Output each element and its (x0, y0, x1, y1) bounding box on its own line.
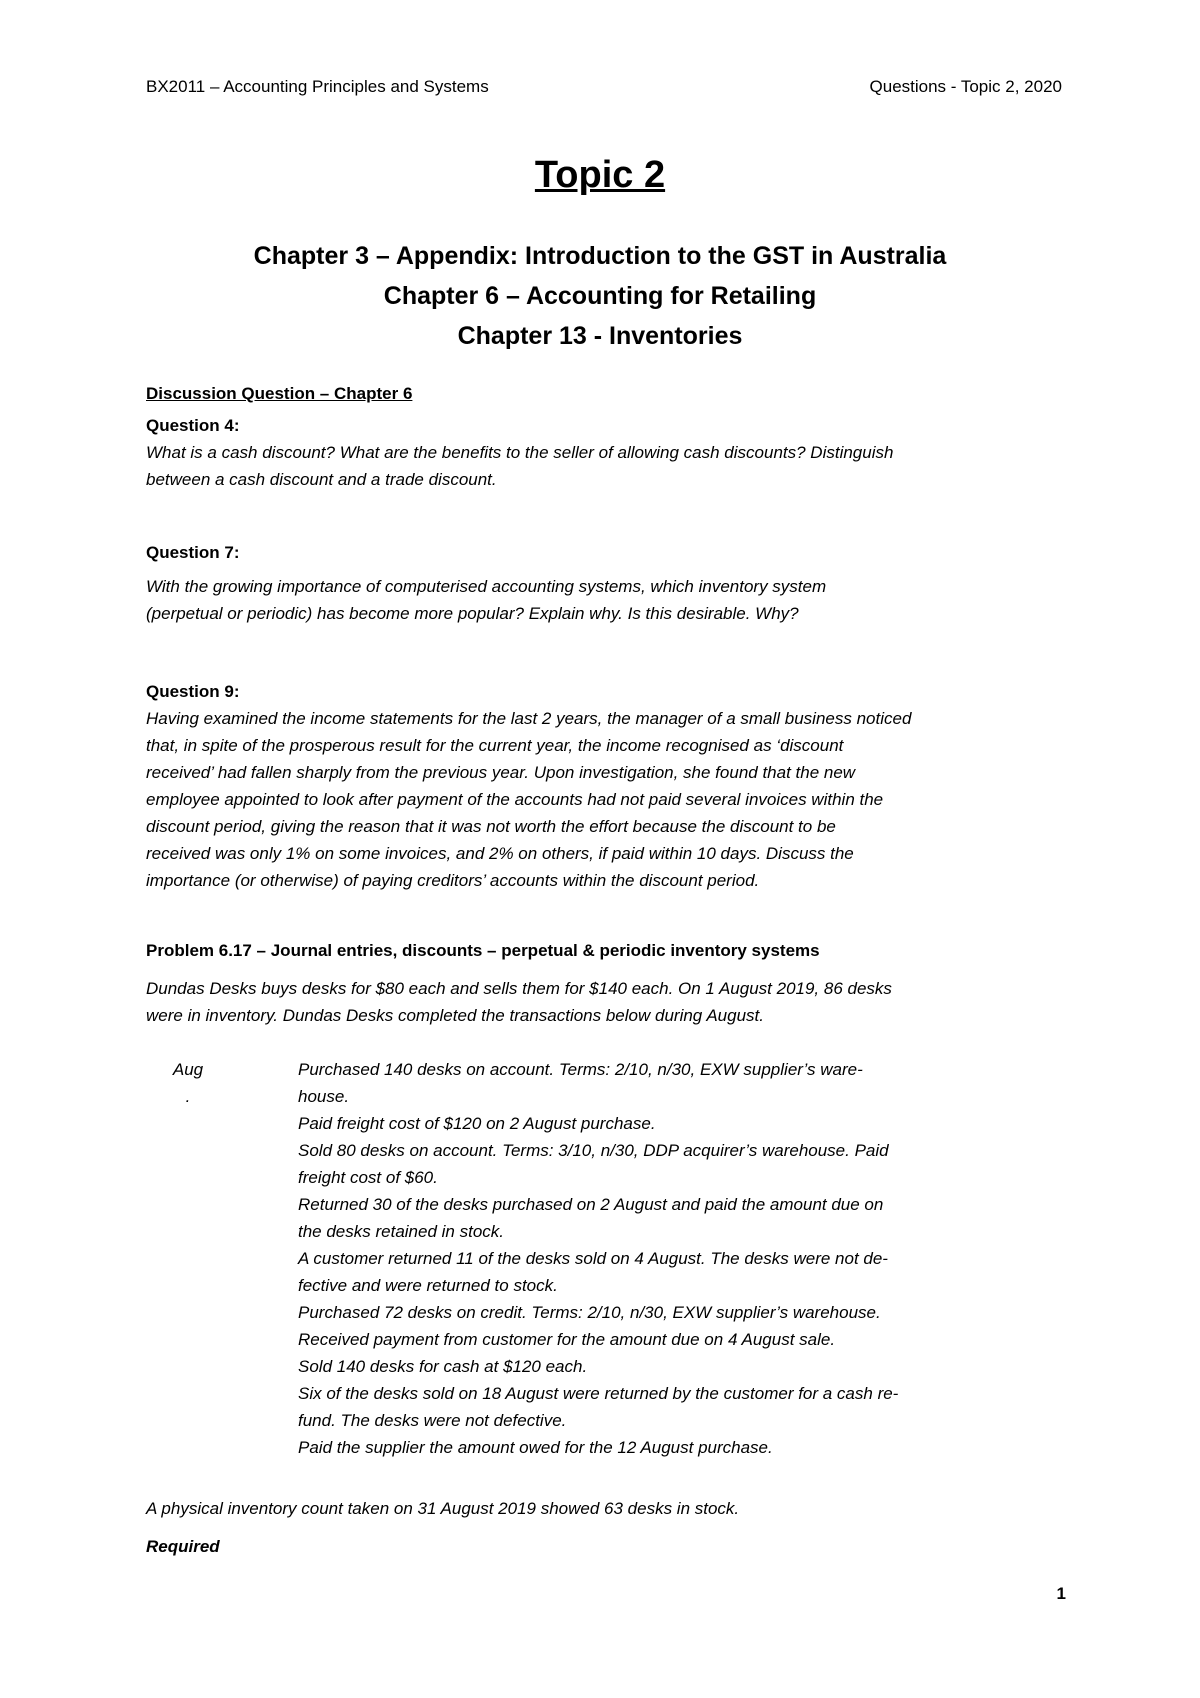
transaction-line: A customer returned 11 of the desks sold on 4 August. The desks were not de- (298, 1249, 888, 1268)
chapter-heading-3: Chapter 3 – Appendix: Introduction to the GST in Australia (253, 242, 947, 270)
transaction-line: Received payment from customer for the amount due on 4 August sale. (298, 1330, 836, 1349)
question-9-line: discount period, giving the reason that it was not worth the effort because the discount to be (146, 817, 836, 836)
transaction-line: Paid the supplier the amount owed for the 12 August purchase. (298, 1438, 773, 1457)
header-course-title: BX2011 – Accounting Principles and Systems (146, 77, 489, 96)
problem-intro-line: were in inventory. Dundas Desks completed the transactions below during August. (146, 1006, 764, 1025)
question-4-label: Question 4: (146, 416, 240, 435)
transaction-month-label (168, 1056, 208, 1110)
question-9-line: that, in spite of the prosperous result for the current year, the income recognised as ‘discount (146, 736, 844, 755)
discussion-heading: Discussion Question – Chapter 6 (146, 384, 413, 403)
question-4-text (146, 439, 1066, 493)
problem-heading: Problem 6.17 – Journal entries, discounts – perpetual & periodic inventory systems (146, 941, 820, 960)
transaction-line: Purchased 72 desks on credit. Terms: 2/10, n/30, EXW supplier’s warehouse. (298, 1303, 881, 1322)
page-title: Topic 2 (534, 154, 666, 196)
chapter-heading-6: Chapter 6 – Accounting for Retailing (383, 282, 817, 310)
question-4-line: between a cash discount and a trade discount. (146, 470, 497, 489)
inventory-count-note: A physical inventory count taken on 31 August 2019 showed 63 desks in stock. (146, 1499, 740, 1518)
transaction-line: fund. The desks were not defective. (298, 1411, 567, 1430)
page-number: 1 (1056, 1584, 1066, 1603)
question-7-line: With the growing importance of computerised accounting systems, which inventory system (146, 577, 827, 596)
question-9-line: employee appointed to look after payment of the accounts had not paid several invoices within the (146, 790, 884, 809)
question-9-line: received was only 1% on some invoices, and 2% on others, if paid within 10 days. Discuss the (146, 844, 854, 863)
header-topic-label: Questions - Topic 2, 2020 (869, 77, 1062, 96)
question-7-text (146, 573, 1066, 627)
transaction-line: house. (298, 1087, 350, 1106)
month-label-dot: . (185, 1087, 191, 1106)
problem-intro (146, 975, 1066, 1029)
required-label: Required (146, 1537, 220, 1556)
transaction-line: freight cost of $60. (298, 1168, 438, 1187)
question-9-line: importance (or otherwise) of paying creditors’ accounts within the discount period. (146, 871, 760, 890)
month-label-text: Aug (172, 1060, 204, 1079)
question-9-line: received’ had fallen sharply from the previous year. Upon investigation, she found that the new (146, 763, 856, 782)
transaction-line: Sold 80 desks on account. Terms: 3/10, n/30, DDP acquirer’s warehouse. Paid (298, 1141, 889, 1160)
question-9-text (146, 705, 1066, 894)
transaction-line: Purchased 140 desks on account. Terms: 2/10, n/30, EXW supplier’s ware- (298, 1060, 863, 1079)
transaction-list (298, 1056, 1018, 1461)
transaction-line: Returned 30 of the desks purchased on 2 August and paid the amount due on (298, 1195, 884, 1214)
problem-intro-line: Dundas Desks buys desks for $80 each and sells them for $140 each. On 1 August 2019, 86 desks (146, 979, 892, 998)
transaction-line: the desks retained in stock. (298, 1222, 505, 1241)
transaction-line: fective and were returned to stock. (298, 1276, 558, 1295)
question-4-line: What is a cash discount? What are the benefits to the seller of allowing cash discounts? Distinguish (146, 443, 894, 462)
transaction-line: Paid freight cost of $120 on 2 August purchase. (298, 1114, 656, 1133)
question-9-label: Question 9: (146, 682, 240, 701)
question-7-label: Question 7: (146, 543, 240, 562)
chapter-heading-13: Chapter 13 - Inventories (457, 322, 743, 350)
question-9-line: Having examined the income statements for the last 2 years, the manager of a small business noticed (146, 709, 912, 728)
transaction-line: Sold 140 desks for cash at $120 each. (298, 1357, 588, 1376)
transaction-line: Six of the desks sold on 18 August were returned by the customer for a cash re- (298, 1384, 899, 1403)
question-7-line: (perpetual or periodic) has become more popular? Explain why. Is this desirable. Why? (146, 604, 799, 623)
